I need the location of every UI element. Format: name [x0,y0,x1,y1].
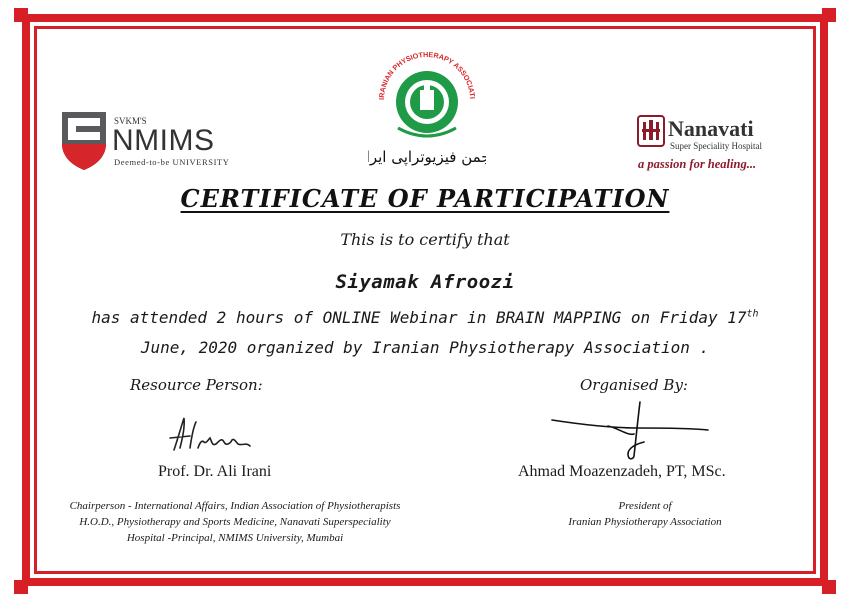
organiser-name: Ahmad Moazenzadeh, PT, MSc. [518,463,726,480]
certificate-title: CERTIFICATE OF PARTICIPATION [180,184,670,213]
description-line: Iranian Physiotherapy Association [568,516,722,528]
corner-ornament [822,8,836,22]
nmims-logo [60,110,250,172]
resource-person-signature [160,414,270,460]
nmims-name: NMIMS [112,124,215,157]
body-line-2: June, 2020 organized by Iranian Physiotherapy Association . [140,338,710,357]
description-line: Hospital -Principal, NMIMS University, Mumbai [126,532,344,544]
ipa-arc-text: IRANIAN PHYSIOTHERAPY ASSOCIATI [376,49,477,101]
organiser-signature [548,398,718,464]
ipa-logo [368,40,486,168]
nmims-prefix: SVKM'S [114,116,147,126]
resource-person-description [0,498,470,546]
description-line: President of [618,500,672,512]
resource-person-name: Prof. Dr. Ali Irani [158,463,272,480]
organised-by-label: Organised By: [580,376,688,394]
nanavati-logo [632,112,792,176]
date-suffix: th [746,308,759,320]
nanavati-subtitle: Super Speciality Hospital [670,141,762,151]
corner-ornament [14,580,28,594]
description-line: Chairperson - International Affairs, Indian Association of Physiotherapists [69,500,401,512]
nanavati-tagline: a passion for healing... [638,157,757,171]
body-line-1 [0,308,850,327]
corner-ornament [14,8,28,22]
resource-person-label: Resource Person: [130,376,263,394]
recipient-name: Siyamak Afroozi [335,271,515,293]
corner-ornament [822,580,836,594]
organiser-description [520,498,770,530]
certify-line: This is to certify that [340,230,510,249]
description-line: H.O.D., Physiotherapy and Sports Medicine, Nanavati Superspeciality [79,516,391,528]
nmims-tagline: Deemed-to-be UNIVERSITY [114,157,230,167]
body-line-1-text: has attended 2 hours of ONLINE Webinar in BRAIN MAPPING on Friday 17 [91,308,747,327]
ipa-persian-name: من فیزیوتراپی ایر [369,148,482,166]
nanavati-name: Nanavati [668,116,754,141]
